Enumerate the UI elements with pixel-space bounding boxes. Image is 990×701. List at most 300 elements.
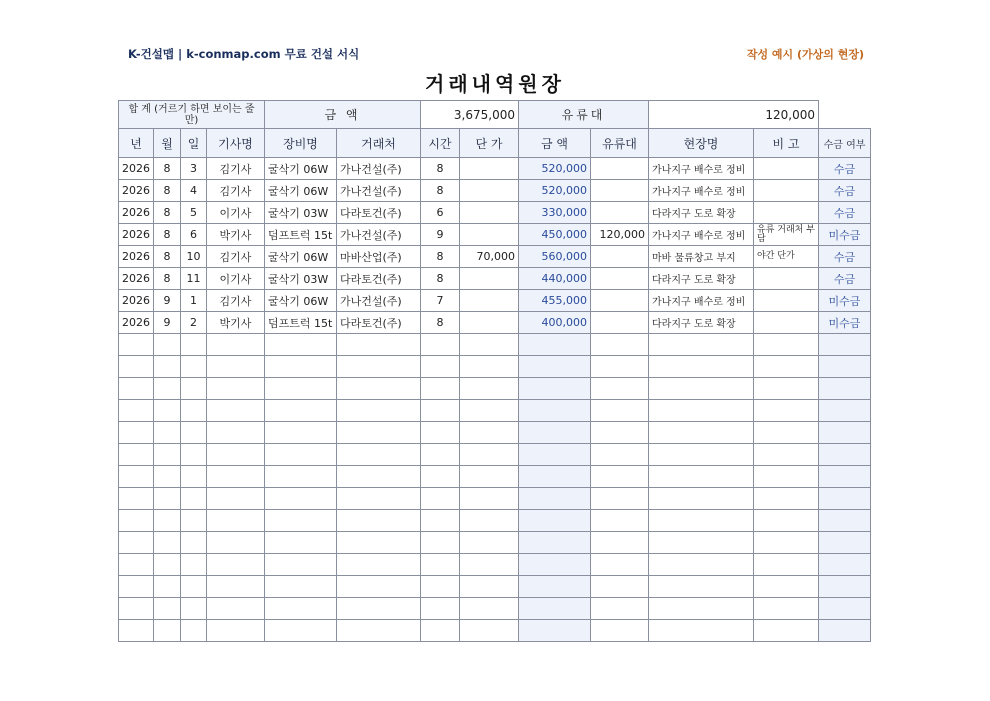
cell-hours[interactable]: 7 [421, 290, 460, 312]
empty-cell-amount[interactable] [519, 466, 591, 488]
empty-cell-client[interactable] [337, 400, 421, 422]
empty-cell-client[interactable] [337, 356, 421, 378]
empty-cell-client[interactable] [337, 620, 421, 642]
empty-cell-equip[interactable] [265, 378, 337, 400]
cell-client[interactable]: 가나건설(주) [337, 158, 421, 180]
empty-cell-status[interactable] [819, 554, 871, 576]
empty-cell-site[interactable] [649, 554, 754, 576]
empty-cell-hours[interactable] [421, 488, 460, 510]
cell-hours[interactable]: 8 [421, 158, 460, 180]
empty-cell-status[interactable] [819, 444, 871, 466]
table-row[interactable] [119, 224, 871, 246]
cell-site[interactable]: 다라지구 도로 확장 [649, 268, 754, 290]
cell-month[interactable]: 8 [154, 202, 181, 224]
empty-cell-day[interactable] [181, 422, 207, 444]
empty-cell-month[interactable] [154, 620, 181, 642]
empty-cell-fuel[interactable] [591, 488, 649, 510]
column-header-site[interactable]: 현장명 [649, 129, 754, 158]
empty-cell-fuel[interactable] [591, 334, 649, 356]
empty-cell-site[interactable] [649, 378, 754, 400]
cell-equip[interactable]: 굴삭기 03W [265, 268, 337, 290]
empty-cell-note[interactable] [754, 378, 819, 400]
cell-note[interactable] [754, 158, 819, 180]
empty-cell-fuel[interactable] [591, 620, 649, 642]
cell-driver[interactable]: 김기사 [207, 180, 265, 202]
cell-day[interactable]: 4 [181, 180, 207, 202]
empty-cell-day[interactable] [181, 620, 207, 642]
cell-equip[interactable]: 굴삭기 06W [265, 290, 337, 312]
empty-cell-amount[interactable] [519, 334, 591, 356]
empty-cell-month[interactable] [154, 378, 181, 400]
cell-fuel[interactable] [591, 312, 649, 334]
empty-cell-driver[interactable] [207, 378, 265, 400]
empty-cell-site[interactable] [649, 510, 754, 532]
empty-cell-hours[interactable] [421, 400, 460, 422]
empty-cell-equip[interactable] [265, 620, 337, 642]
empty-cell-equip[interactable] [265, 400, 337, 422]
empty-cell-day[interactable] [181, 488, 207, 510]
empty-cell-fuel[interactable] [591, 598, 649, 620]
empty-cell-amount[interactable] [519, 554, 591, 576]
cell-unit[interactable] [460, 202, 519, 224]
empty-cell-year[interactable] [119, 620, 154, 642]
empty-row[interactable] [119, 510, 871, 532]
empty-row[interactable] [119, 488, 871, 510]
cell-amount[interactable]: 455,000 [519, 290, 591, 312]
column-header-hours[interactable]: 시간 [421, 129, 460, 158]
empty-cell-fuel[interactable] [591, 510, 649, 532]
cell-equip[interactable]: 덤프트럭 15t [265, 224, 337, 246]
cell-amount[interactable]: 520,000 [519, 180, 591, 202]
cell-driver[interactable]: 김기사 [207, 158, 265, 180]
empty-cell-equip[interactable] [265, 444, 337, 466]
cell-driver[interactable]: 김기사 [207, 246, 265, 268]
column-header-driver[interactable]: 기사명 [207, 129, 265, 158]
column-header-day[interactable]: 일 [181, 129, 207, 158]
empty-cell-hours[interactable] [421, 576, 460, 598]
cell-site[interactable]: 가나지구 배수로 정비 [649, 180, 754, 202]
cell-amount[interactable]: 330,000 [519, 202, 591, 224]
empty-cell-day[interactable] [181, 532, 207, 554]
empty-cell-year[interactable] [119, 532, 154, 554]
empty-cell-amount[interactable] [519, 620, 591, 642]
cell-note[interactable] [754, 180, 819, 202]
empty-cell-note[interactable] [754, 532, 819, 554]
empty-cell-year[interactable] [119, 576, 154, 598]
empty-cell-day[interactable] [181, 554, 207, 576]
empty-cell-client[interactable] [337, 488, 421, 510]
cell-note[interactable]: 유류 거래처 부담 [754, 224, 819, 246]
cell-fuel[interactable]: 120,000 [591, 224, 649, 246]
empty-cell-equip[interactable] [265, 554, 337, 576]
empty-cell-month[interactable] [154, 466, 181, 488]
cell-hours[interactable]: 8 [421, 180, 460, 202]
table-row[interactable] [119, 312, 871, 334]
empty-cell-fuel[interactable] [591, 356, 649, 378]
empty-cell-status[interactable] [819, 620, 871, 642]
empty-cell-unit[interactable] [460, 356, 519, 378]
empty-cell-hours[interactable] [421, 334, 460, 356]
cell-equip[interactable]: 굴삭기 06W [265, 246, 337, 268]
table-row[interactable] [119, 202, 871, 224]
cell-unit[interactable] [460, 158, 519, 180]
empty-row[interactable] [119, 598, 871, 620]
cell-status[interactable]: 미수금 [819, 290, 871, 312]
empty-cell-site[interactable] [649, 444, 754, 466]
empty-cell-fuel[interactable] [591, 466, 649, 488]
cell-amount[interactable]: 440,000 [519, 268, 591, 290]
empty-cell-driver[interactable] [207, 356, 265, 378]
empty-cell-hours[interactable] [421, 532, 460, 554]
table-row[interactable] [119, 158, 871, 180]
cell-status[interactable]: 수금 [819, 202, 871, 224]
cell-status[interactable]: 수금 [819, 158, 871, 180]
empty-row[interactable] [119, 356, 871, 378]
cell-site[interactable]: 가나지구 배수로 정비 [649, 158, 754, 180]
empty-cell-amount[interactable] [519, 356, 591, 378]
empty-cell-note[interactable] [754, 598, 819, 620]
column-header-month[interactable]: 월 [154, 129, 181, 158]
empty-cell-equip[interactable] [265, 532, 337, 554]
cell-driver[interactable]: 박기사 [207, 312, 265, 334]
empty-cell-month[interactable] [154, 510, 181, 532]
cell-fuel[interactable] [591, 268, 649, 290]
cell-day[interactable]: 11 [181, 268, 207, 290]
cell-client[interactable]: 다라토건(주) [337, 312, 421, 334]
empty-cell-client[interactable] [337, 466, 421, 488]
empty-cell-note[interactable] [754, 422, 819, 444]
empty-cell-client[interactable] [337, 422, 421, 444]
empty-cell-unit[interactable] [460, 400, 519, 422]
empty-cell-amount[interactable] [519, 576, 591, 598]
empty-cell-day[interactable] [181, 576, 207, 598]
empty-cell-year[interactable] [119, 488, 154, 510]
cell-hours[interactable]: 8 [421, 268, 460, 290]
empty-cell-status[interactable] [819, 598, 871, 620]
cell-site[interactable]: 다라지구 도로 확장 [649, 202, 754, 224]
empty-cell-month[interactable] [154, 488, 181, 510]
column-header-fuel[interactable]: 유류대 [591, 129, 649, 158]
empty-cell-unit[interactable] [460, 620, 519, 642]
column-header-note[interactable]: 비 고 [754, 129, 819, 158]
empty-cell-equip[interactable] [265, 334, 337, 356]
empty-cell-client[interactable] [337, 510, 421, 532]
empty-cell-note[interactable] [754, 334, 819, 356]
empty-cell-client[interactable] [337, 576, 421, 598]
cell-equip[interactable]: 굴삭기 06W [265, 180, 337, 202]
empty-cell-site[interactable] [649, 576, 754, 598]
cell-month[interactable]: 8 [154, 224, 181, 246]
cell-driver[interactable]: 김기사 [207, 290, 265, 312]
cell-year[interactable]: 2026 [119, 268, 154, 290]
empty-cell-amount[interactable] [519, 422, 591, 444]
cell-client[interactable]: 다라토건(주) [337, 268, 421, 290]
empty-row[interactable] [119, 466, 871, 488]
empty-cell-amount[interactable] [519, 598, 591, 620]
empty-cell-fuel[interactable] [591, 422, 649, 444]
empty-cell-status[interactable] [819, 532, 871, 554]
empty-cell-fuel[interactable] [591, 378, 649, 400]
empty-cell-month[interactable] [154, 400, 181, 422]
empty-cell-driver[interactable] [207, 334, 265, 356]
empty-cell-unit[interactable] [460, 554, 519, 576]
empty-cell-note[interactable] [754, 400, 819, 422]
cell-month[interactable]: 8 [154, 246, 181, 268]
cell-driver[interactable]: 이기사 [207, 268, 265, 290]
cell-hours[interactable]: 9 [421, 224, 460, 246]
empty-cell-amount[interactable] [519, 510, 591, 532]
empty-cell-unit[interactable] [460, 422, 519, 444]
cell-status[interactable]: 수금 [819, 268, 871, 290]
empty-cell-year[interactable] [119, 554, 154, 576]
cell-fuel[interactable] [591, 158, 649, 180]
empty-cell-note[interactable] [754, 466, 819, 488]
cell-hours[interactable]: 6 [421, 202, 460, 224]
cell-day[interactable]: 6 [181, 224, 207, 246]
column-header-unit[interactable]: 단 가 [460, 129, 519, 158]
empty-cell-day[interactable] [181, 400, 207, 422]
empty-cell-site[interactable] [649, 356, 754, 378]
cell-month[interactable]: 8 [154, 158, 181, 180]
empty-cell-unit[interactable] [460, 334, 519, 356]
cell-amount[interactable]: 400,000 [519, 312, 591, 334]
cell-year[interactable]: 2026 [119, 202, 154, 224]
empty-cell-client[interactable] [337, 598, 421, 620]
empty-cell-site[interactable] [649, 598, 754, 620]
empty-cell-unit[interactable] [460, 466, 519, 488]
empty-cell-driver[interactable] [207, 598, 265, 620]
empty-cell-month[interactable] [154, 422, 181, 444]
empty-cell-driver[interactable] [207, 466, 265, 488]
empty-cell-equip[interactable] [265, 356, 337, 378]
empty-cell-year[interactable] [119, 400, 154, 422]
empty-cell-equip[interactable] [265, 422, 337, 444]
empty-cell-amount[interactable] [519, 378, 591, 400]
empty-cell-day[interactable] [181, 466, 207, 488]
empty-cell-note[interactable] [754, 620, 819, 642]
cell-unit[interactable] [460, 290, 519, 312]
empty-cell-hours[interactable] [421, 422, 460, 444]
cell-site[interactable]: 가나지구 배수로 정비 [649, 224, 754, 246]
empty-row[interactable] [119, 532, 871, 554]
empty-cell-equip[interactable] [265, 488, 337, 510]
cell-year[interactable]: 2026 [119, 246, 154, 268]
empty-cell-client[interactable] [337, 378, 421, 400]
cell-driver[interactable]: 박기사 [207, 224, 265, 246]
empty-cell-note[interactable] [754, 356, 819, 378]
cell-day[interactable]: 3 [181, 158, 207, 180]
empty-row[interactable] [119, 444, 871, 466]
empty-cell-day[interactable] [181, 356, 207, 378]
empty-row[interactable] [119, 620, 871, 642]
cell-amount[interactable]: 560,000 [519, 246, 591, 268]
empty-cell-hours[interactable] [421, 510, 460, 532]
cell-unit[interactable] [460, 312, 519, 334]
cell-year[interactable]: 2026 [119, 312, 154, 334]
empty-cell-hours[interactable] [421, 554, 460, 576]
empty-cell-driver[interactable] [207, 576, 265, 598]
empty-cell-status[interactable] [819, 510, 871, 532]
empty-cell-unit[interactable] [460, 598, 519, 620]
empty-cell-hours[interactable] [421, 620, 460, 642]
empty-cell-client[interactable] [337, 554, 421, 576]
empty-cell-hours[interactable] [421, 378, 460, 400]
empty-cell-year[interactable] [119, 422, 154, 444]
cell-equip[interactable]: 굴삭기 06W [265, 158, 337, 180]
empty-cell-fuel[interactable] [591, 532, 649, 554]
cell-note[interactable] [754, 312, 819, 334]
empty-cell-status[interactable] [819, 400, 871, 422]
empty-cell-driver[interactable] [207, 488, 265, 510]
empty-cell-unit[interactable] [460, 576, 519, 598]
empty-cell-year[interactable] [119, 466, 154, 488]
empty-row[interactable] [119, 334, 871, 356]
empty-cell-month[interactable] [154, 532, 181, 554]
empty-cell-note[interactable] [754, 576, 819, 598]
cell-amount[interactable]: 450,000 [519, 224, 591, 246]
cell-month[interactable]: 8 [154, 180, 181, 202]
empty-cell-amount[interactable] [519, 488, 591, 510]
empty-cell-site[interactable] [649, 422, 754, 444]
empty-cell-day[interactable] [181, 444, 207, 466]
empty-cell-status[interactable] [819, 422, 871, 444]
empty-cell-hours[interactable] [421, 444, 460, 466]
cell-site[interactable]: 가나지구 배수로 정비 [649, 290, 754, 312]
empty-cell-status[interactable] [819, 378, 871, 400]
cell-site[interactable]: 다라지구 도로 확장 [649, 312, 754, 334]
empty-cell-fuel[interactable] [591, 400, 649, 422]
cell-status[interactable]: 미수금 [819, 224, 871, 246]
cell-client[interactable]: 다라토건(주) [337, 202, 421, 224]
empty-row[interactable] [119, 400, 871, 422]
empty-cell-month[interactable] [154, 576, 181, 598]
empty-cell-site[interactable] [649, 466, 754, 488]
empty-cell-amount[interactable] [519, 400, 591, 422]
cell-fuel[interactable] [591, 290, 649, 312]
cell-amount[interactable]: 520,000 [519, 158, 591, 180]
empty-cell-driver[interactable] [207, 620, 265, 642]
empty-cell-hours[interactable] [421, 466, 460, 488]
empty-cell-hours[interactable] [421, 598, 460, 620]
empty-cell-unit[interactable] [460, 532, 519, 554]
cell-day[interactable]: 1 [181, 290, 207, 312]
cell-equip[interactable]: 덤프트럭 15t [265, 312, 337, 334]
column-header-client[interactable]: 거래처 [337, 129, 421, 158]
empty-cell-unit[interactable] [460, 444, 519, 466]
empty-cell-site[interactable] [649, 532, 754, 554]
cell-driver[interactable]: 이기사 [207, 202, 265, 224]
column-header-status[interactable]: 수금 여부 [819, 129, 871, 158]
cell-status[interactable]: 수금 [819, 180, 871, 202]
empty-cell-day[interactable] [181, 378, 207, 400]
table-row[interactable] [119, 290, 871, 312]
empty-cell-day[interactable] [181, 510, 207, 532]
empty-cell-year[interactable] [119, 378, 154, 400]
empty-cell-note[interactable] [754, 510, 819, 532]
empty-cell-site[interactable] [649, 400, 754, 422]
empty-cell-year[interactable] [119, 598, 154, 620]
cell-equip[interactable]: 굴삭기 03W [265, 202, 337, 224]
cell-day[interactable]: 2 [181, 312, 207, 334]
empty-cell-site[interactable] [649, 620, 754, 642]
cell-note[interactable]: 야간 단가 [754, 246, 819, 268]
column-header-equip[interactable]: 장비명 [265, 129, 337, 158]
empty-cell-equip[interactable] [265, 510, 337, 532]
empty-cell-equip[interactable] [265, 576, 337, 598]
cell-unit[interactable] [460, 180, 519, 202]
empty-row[interactable] [119, 576, 871, 598]
empty-cell-status[interactable] [819, 334, 871, 356]
cell-status[interactable]: 미수금 [819, 312, 871, 334]
empty-cell-month[interactable] [154, 554, 181, 576]
empty-cell-unit[interactable] [460, 510, 519, 532]
empty-row[interactable] [119, 554, 871, 576]
empty-row[interactable] [119, 422, 871, 444]
cell-unit[interactable] [460, 268, 519, 290]
empty-cell-hours[interactable] [421, 356, 460, 378]
empty-cell-fuel[interactable] [591, 444, 649, 466]
empty-cell-month[interactable] [154, 598, 181, 620]
empty-cell-fuel[interactable] [591, 554, 649, 576]
empty-cell-status[interactable] [819, 488, 871, 510]
cell-note[interactable] [754, 202, 819, 224]
empty-cell-year[interactable] [119, 334, 154, 356]
cell-hours[interactable]: 8 [421, 246, 460, 268]
table-row[interactable] [119, 268, 871, 290]
empty-cell-amount[interactable] [519, 444, 591, 466]
empty-cell-note[interactable] [754, 444, 819, 466]
cell-note[interactable] [754, 268, 819, 290]
empty-cell-driver[interactable] [207, 554, 265, 576]
empty-cell-unit[interactable] [460, 488, 519, 510]
cell-fuel[interactable] [591, 246, 649, 268]
cell-year[interactable]: 2026 [119, 158, 154, 180]
cell-status[interactable]: 수금 [819, 246, 871, 268]
empty-cell-site[interactable] [649, 488, 754, 510]
cell-client[interactable]: 가나건설(주) [337, 290, 421, 312]
empty-cell-year[interactable] [119, 356, 154, 378]
empty-cell-driver[interactable] [207, 532, 265, 554]
cell-note[interactable] [754, 290, 819, 312]
cell-month[interactable]: 8 [154, 268, 181, 290]
cell-client[interactable]: 가나건설(주) [337, 224, 421, 246]
empty-cell-driver[interactable] [207, 400, 265, 422]
empty-cell-status[interactable] [819, 466, 871, 488]
empty-cell-client[interactable] [337, 532, 421, 554]
cell-unit[interactable] [460, 224, 519, 246]
table-row[interactable] [119, 180, 871, 202]
empty-cell-driver[interactable] [207, 510, 265, 532]
cell-fuel[interactable] [591, 180, 649, 202]
empty-cell-month[interactable] [154, 444, 181, 466]
empty-cell-month[interactable] [154, 356, 181, 378]
cell-year[interactable]: 2026 [119, 224, 154, 246]
cell-year[interactable]: 2026 [119, 290, 154, 312]
empty-cell-equip[interactable] [265, 466, 337, 488]
empty-cell-client[interactable] [337, 444, 421, 466]
empty-row[interactable] [119, 378, 871, 400]
table-row[interactable] [119, 246, 871, 268]
empty-cell-day[interactable] [181, 598, 207, 620]
empty-cell-day[interactable] [181, 334, 207, 356]
empty-cell-month[interactable] [154, 334, 181, 356]
empty-cell-note[interactable] [754, 488, 819, 510]
cell-client[interactable]: 마바산업(주) [337, 246, 421, 268]
empty-cell-site[interactable] [649, 334, 754, 356]
cell-month[interactable]: 9 [154, 290, 181, 312]
empty-cell-amount[interactable] [519, 532, 591, 554]
cell-year[interactable]: 2026 [119, 180, 154, 202]
